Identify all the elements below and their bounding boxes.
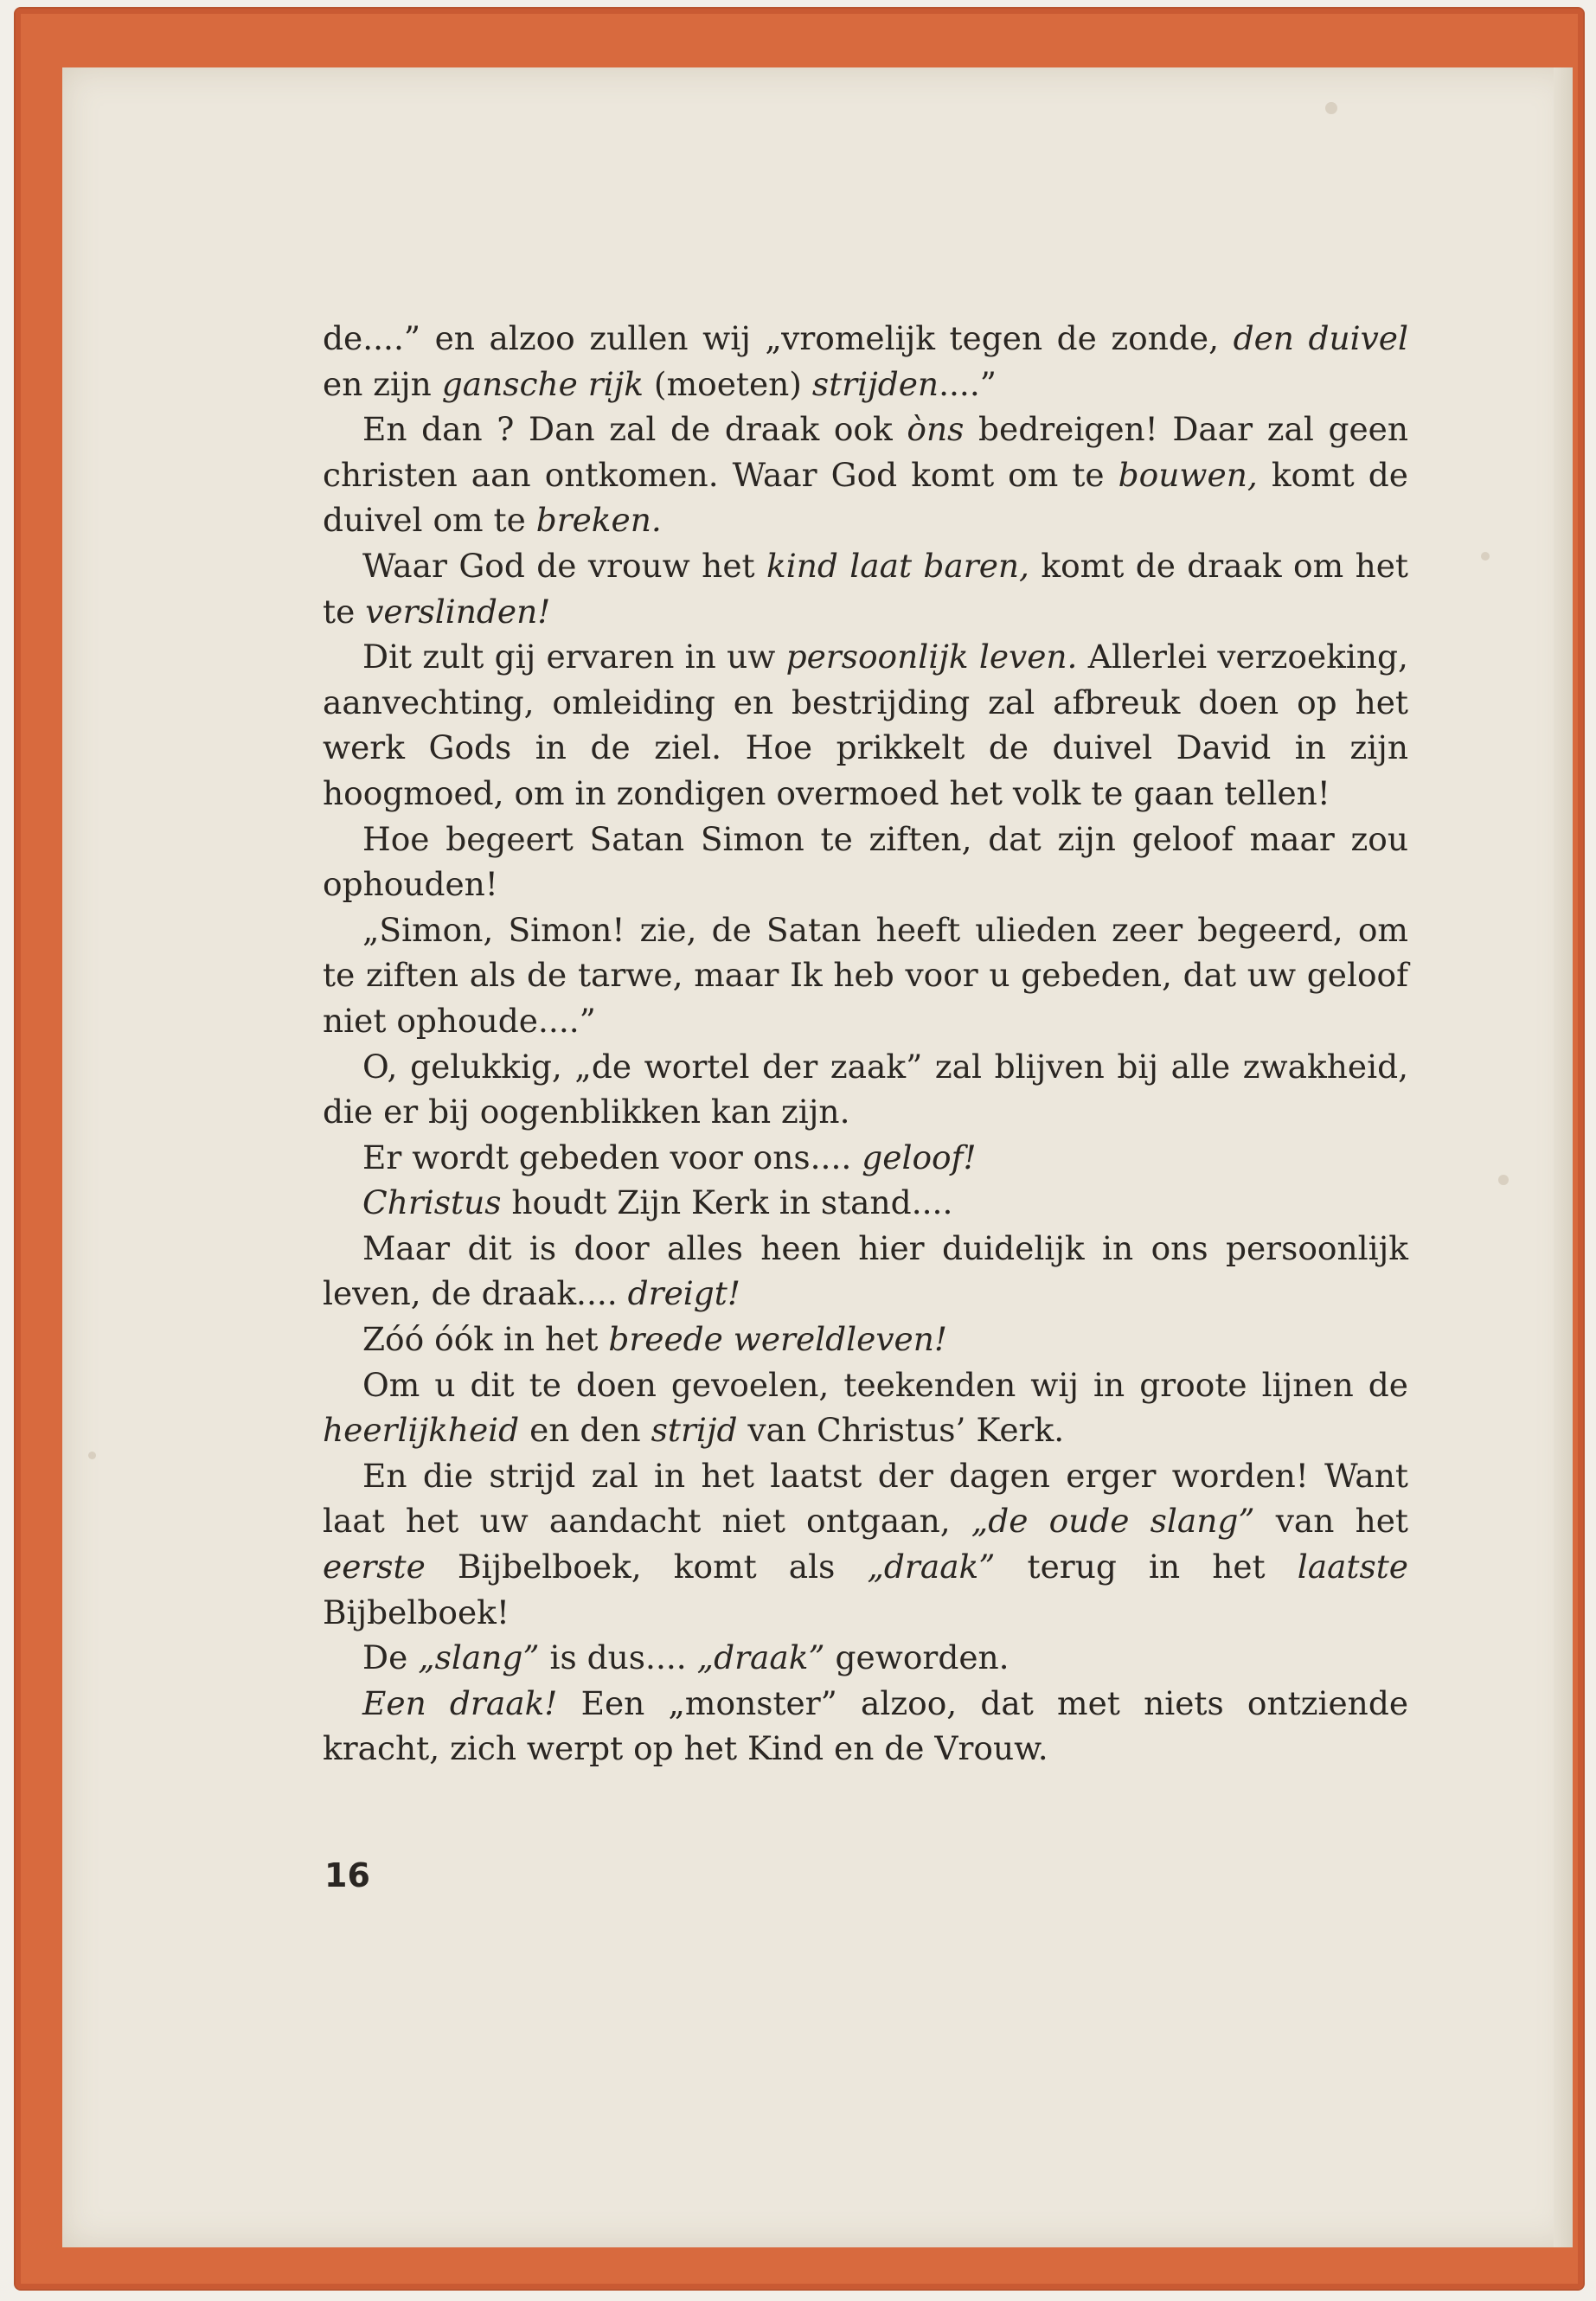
- italic-text: gansche rijk: [441, 364, 644, 403]
- text-run: En die strijd zal in het laatst der dagen erger worden! Want laat het uw aandacht niet ontgaan,: [323, 1456, 1408, 1541]
- italic-text: Christus: [362, 1183, 502, 1222]
- paragraph: [323, 1635, 1408, 1681]
- text-run: ....”: [939, 364, 997, 403]
- text-run: Bijbelboek, komt als: [425, 1548, 868, 1586]
- paragraph: [323, 1044, 1408, 1135]
- paragraph: [323, 407, 1408, 543]
- italic-text: kind laat baren,: [766, 546, 1029, 585]
- page-gutter-edge: [1554, 67, 1573, 2247]
- text-run: Allerlei verzoeking, aanvechting, omleiding en bestrijding zal afbreuk doen op het werk Gods in de ziel. Hoe prikkelt de duivel David in zijn hoogmoed, om in zondigen overmoed het volk te gaan tellen!: [323, 638, 1408, 812]
- italic-text: „draak”: [696, 1638, 825, 1677]
- paragraph: [323, 634, 1408, 816]
- italic-text: „draak”: [867, 1548, 996, 1586]
- paper-spot: [1325, 102, 1337, 114]
- text-run: van Christus’ Kerk.: [737, 1411, 1065, 1450]
- italic-text: strijden: [811, 364, 939, 403]
- italic-text: breken.: [535, 501, 662, 540]
- paragraph: [323, 1681, 1408, 1772]
- paragraph: [323, 817, 1408, 907]
- paragraph: [323, 1362, 1408, 1453]
- text-run: Er wordt gebeden voor ons....: [362, 1138, 862, 1176]
- text-run: (moeten): [644, 364, 812, 403]
- text-run: Om u dit te doen gevoelen, teekenden wij in groote lijnen de: [362, 1365, 1408, 1404]
- italic-text: persoonlijk leven.: [785, 638, 1078, 676]
- italic-text: den duivel: [1233, 319, 1408, 357]
- italic-text: strijd: [651, 1411, 738, 1450]
- text-run: En dan ? Dan zal de draak ook: [362, 410, 907, 449]
- paragraph: [323, 316, 1408, 407]
- italic-text: òns: [907, 410, 965, 449]
- paper-spot: [1498, 1175, 1509, 1185]
- paper-spot: [88, 1452, 96, 1459]
- text-run: De: [362, 1638, 419, 1677]
- italic-text: bouwen,: [1118, 455, 1258, 494]
- text-run: is dus....: [539, 1638, 697, 1677]
- text-run: O, gelukkig, „de wortel der zaak” zal blijven bij alle zwakheid, die er bij oogenblikken kan zijn.: [323, 1047, 1408, 1131]
- paragraph: [323, 1180, 1408, 1226]
- italic-text: dreigt!: [627, 1274, 740, 1313]
- italic-text: breede wereldleven!: [608, 1320, 947, 1359]
- italic-text: „slang”: [418, 1638, 540, 1677]
- italic-text: verslinden!: [365, 592, 551, 631]
- text-run: „Simon, Simon! zie, de Satan heeft ulieden zeer begeerd, om te ziften als de tarwe, maar Ik heb voor u gebeden, dat uw geloof niet ophoude....”: [323, 910, 1408, 1040]
- paragraph: [323, 907, 1408, 1044]
- body-text: [323, 316, 1408, 1772]
- paper-spot: [1481, 552, 1490, 561]
- italic-text: Een draak!: [362, 1683, 558, 1722]
- paragraph: [323, 1226, 1408, 1317]
- text-run: Bijbelboek!: [323, 1593, 510, 1631]
- paragraph: [323, 1135, 1408, 1181]
- paragraph: [323, 1453, 1408, 1635]
- text-run: Zóó óók in het: [362, 1320, 609, 1359]
- text-run: bedreigen! Daar zal geen christen aan ontkomen. Waar God komt om te: [323, 410, 1408, 494]
- paragraph: [323, 543, 1408, 634]
- italic-text: eerste: [323, 1548, 426, 1586]
- text-run: Maar dit is door alles heen hier duidelijk in ons persoonlijk leven, de draak....: [323, 1228, 1408, 1313]
- text-run: komt de draak om het te: [323, 546, 1408, 631]
- text-run: terug in het: [995, 1548, 1298, 1586]
- italic-text: laatste: [1297, 1548, 1408, 1586]
- text-run: houdt Zijn Kerk in stand....: [501, 1183, 953, 1222]
- paragraph: [323, 1317, 1408, 1362]
- text-run: komt de duivel om te: [323, 455, 1408, 540]
- italic-text: heerlijkheid: [323, 1411, 520, 1450]
- text-run: en den: [519, 1411, 651, 1450]
- italic-text: geloof!: [862, 1138, 977, 1176]
- text-run: Dit zult gij ervaren in uw: [362, 638, 786, 676]
- text-run: en zijn: [323, 364, 442, 403]
- text-run: geworden.: [824, 1638, 1010, 1677]
- text-run: Hoe begeert Satan Simon te ziften, dat zijn geloof maar zou ophouden!: [323, 819, 1408, 904]
- text-run: Een „monster” alzoo, dat met niets ontziende kracht, zich werpt op het Kind en de Vrouw.: [323, 1683, 1409, 1768]
- text-run: de....” en alzoo zullen wij „vromelijk tegen de zonde,: [323, 319, 1234, 357]
- italic-text: „de oude slang”: [971, 1502, 1255, 1541]
- page-number: 16: [324, 1856, 370, 1894]
- text-run: van het: [1254, 1502, 1408, 1541]
- text-run: Waar God de vrouw het: [362, 546, 766, 585]
